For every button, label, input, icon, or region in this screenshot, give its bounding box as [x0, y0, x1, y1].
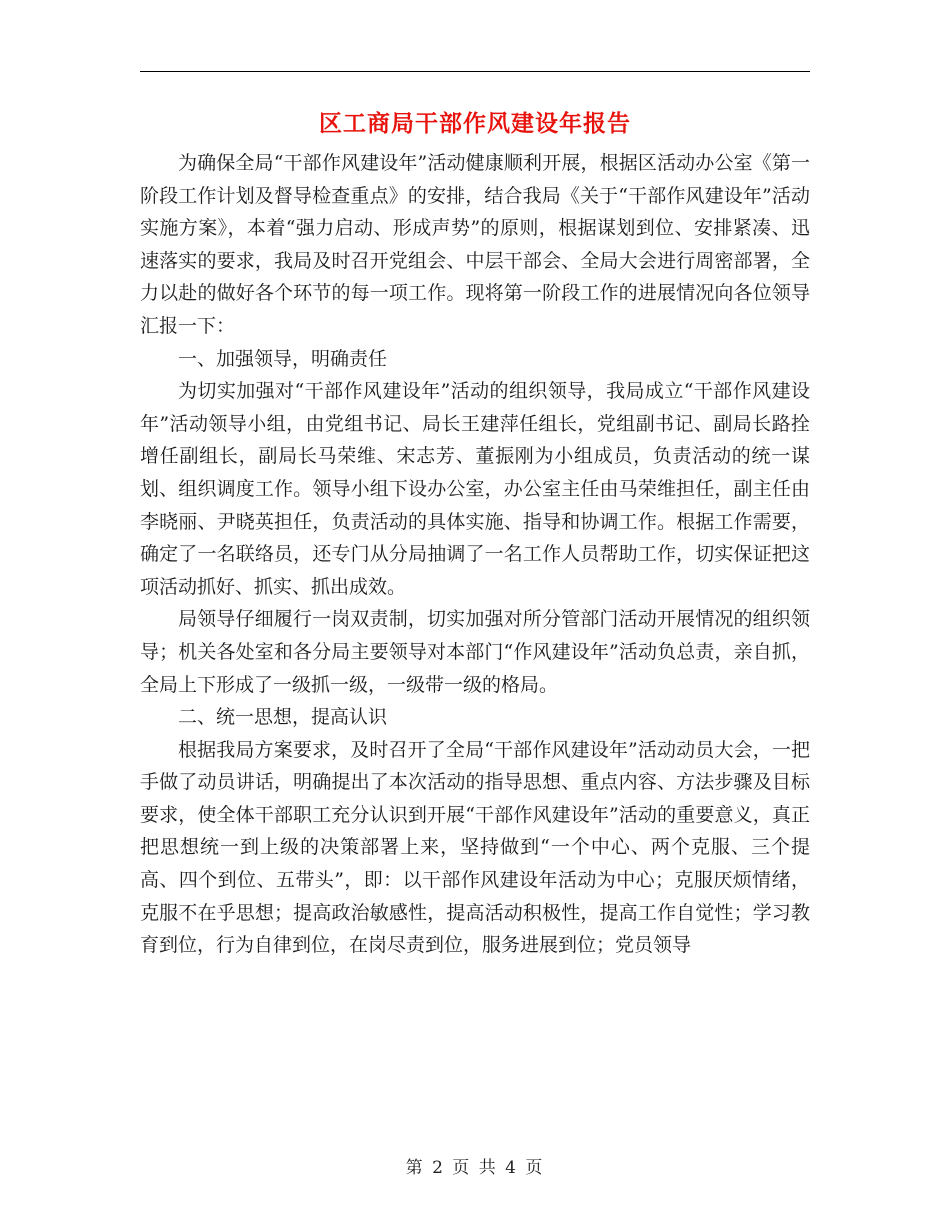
paragraph-responsibility: 局领导仔细履行一岗双责制，切实加强对所分管部门活动开展情况的组织领导；机关各处室和各分局主要领导对本部门“作风建设年”活动负总责，亲自抓，全局上下形成了一级抓一级，一级带一级的格局。	[140, 608, 810, 696]
page-number-footer: 第 2 页 共 4 页	[405, 1158, 545, 1178]
section-heading-2: 二、统一思想，提高认识	[178, 706, 388, 729]
header-rule	[140, 71, 810, 72]
paragraph-leadership: 为切实加强对“干部作风建设年”活动的组织领导，我局成立“干部作风建设年”活动领导小组，由党组书记、局长王建萍任组长，党组副书记、副局长路拴增任副组长，副局长马荣维、宋志芳、董振刚为小组成员，负责活动的统一谋划、组织调度工作。领导小组下设办公室，办公室主任由马荣维担任，副主任由李晓丽、尹晓英担任，负责活动的具体实施、指导和协调工作。根据工作需要，确定了一名联络员，还专门从分局抽调了一名工作人员帮助工作，切实保证把这项活动抓好、抓实、抓出成效。	[140, 380, 810, 598]
paragraph-intro: 为确保全局“干部作风建设年”活动健康顺利开展，根据区活动办公室《第一阶段工作计划及督导检查重点》的安排，结合我局《关于“干部作风建设年”活动实施方案》，本着“强力启动、形成声势”的原则，根据谋划到位、安排紧凑、迅速落实的要求，我局及时召开党组会、中层干部会、全局大会进行周密部署，全力以赴的做好各个环节的每一项工作。现将第一阶段工作的进展情况向各位领导汇报一下：	[140, 152, 810, 337]
document-body	[140, 147, 810, 962]
document-title: 区工商局干部作风建设年报告	[319, 110, 631, 137]
section-heading-1: 一、加强领导，明确责任	[178, 347, 388, 370]
paragraph-mobilization: 根据我局方案要求，及时召开了全局“干部作风建设年”活动动员大会，一把手做了动员讲话，明确提出了本次活动的指导思想、重点内容、方法步骤及目标要求，使全体干部职工充分认识到开展“干部作风建设年”活动的重要意义，真正把思想统一到上级的决策部署上来，坚持做到“一个中心、两个克服、三个提高、四个到位、五带头”，即：以干部作风建设年活动为中心；克服厌烦情绪，克服不在乎思想；提高政治敏感性，提高活动积极性，提高工作自觉性；学习教育到位，行为自律到位，在岗尽责到位，服务进展到位；党员领导	[140, 738, 810, 957]
